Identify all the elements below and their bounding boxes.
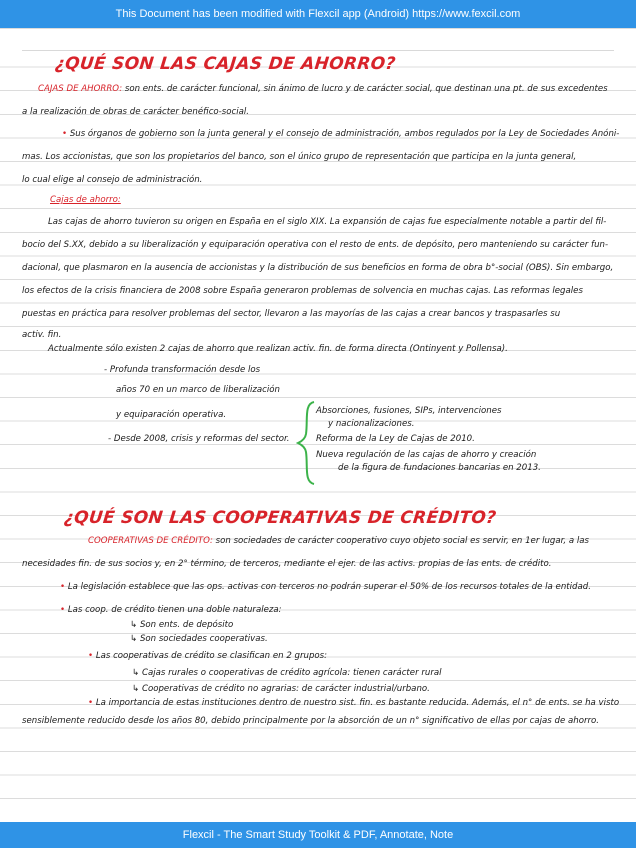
page-top-rule — [22, 50, 614, 51]
group-item-a: ↳ Cajas rurales o cooperativas de crédito agrícola: tienen carácter rural — [132, 668, 442, 678]
importance-line2: sensiblemente reducido desde los años 80, debido principalmente por la absorción de un n° significativo de ellas por cajas de ahorro. — [22, 716, 600, 726]
brace-item2: Reforma de la Ley de Cajas de 2010. — [316, 434, 475, 444]
history-line2: bocio del S.XX, debido a su liberalización y equiparación operativa con el resto de ents. de depósito, pero manteniendo su carácter fun- — [22, 240, 609, 250]
section2-def-line1 — [88, 536, 589, 546]
history-line5: puestas en práctica para resolver problemas del sector, llevaron a las mayorías de las cajas a crear bancos y traspasarles su — [22, 309, 561, 319]
dual-nature-text: Las coop. de crédito tienen una doble naturaleza: — [67, 605, 282, 615]
bullet-icon: • — [60, 605, 66, 615]
law-text: La legislación establece que las ops. activas con terceros no podrán superar el 50% de los recursos totales de la entidad. — [67, 582, 591, 592]
dash1-line3: y equiparación operativa. — [116, 410, 227, 420]
section1-organs-line2: mas. Los accionistas, que son los propietarios del banco, son el único grupo de representación que participa en la junta general, — [22, 152, 577, 162]
brace-item3-line2: de la figura de fundaciones bancarias en 2013. — [338, 463, 541, 473]
section1-def-line2: a la realización de obras de carácter benéfico-social. — [22, 107, 250, 117]
group-item-a-text: Cajas rurales o cooperativas de crédito agrícola: tienen carácter rural — [141, 668, 442, 678]
section1-organs-line1 — [62, 129, 619, 139]
organs-text: Sus órganos de gobierno son la junta general y el consejo de administración, ambos regulados por la Ley de Sociedades Anóni- — [69, 129, 620, 139]
importance-line1 — [88, 698, 619, 708]
dual-item-a: ↳ Son ents. de depósito — [130, 620, 234, 630]
section1-def-line1 — [38, 84, 608, 94]
law-line — [60, 582, 591, 592]
dual-item-a-text: Son ents. de depósito — [139, 620, 234, 630]
section2-def-line2: necesidades fin. de sus socios y, en 2° término, de terceros, mediante el ejer. de las activs. propias de las ents. de crédito. — [22, 559, 552, 569]
bottom-banner: Flexcil - The Smart Study Toolkit & PDF, Annotate, Note — [0, 822, 636, 848]
notebook-page — [0, 28, 636, 822]
dual-item-b-text: Son sociedades cooperativas. — [139, 634, 268, 644]
section1-organs-line3: lo cual elige al consejo de administración. — [22, 175, 203, 185]
group-item-b-text: Cooperativas de crédito no agrarias: de carácter industrial/urbano. — [141, 684, 430, 694]
dash1-line2: años 70 en un marco de liberalización — [116, 385, 280, 395]
section2-title: ¿QUÉ SON LAS COOPERATIVAS DE CRÉDITO? — [62, 508, 498, 528]
dual-nature-line — [60, 605, 282, 615]
brace-item3-line1: Nueva regulación de las cajas de ahorro y creación — [316, 450, 537, 460]
history-line3: dacional, que plasmaron en la ausencia de accionistas y la distribución de sus beneficios en forma de obra b°-social (OBS). Sin embargo, — [22, 263, 614, 273]
section1-sub-label: Cajas de ahorro: — [50, 195, 121, 205]
history-line1: Las cajas de ahorro tuvieron su origen en España en el siglo XIX. La expansión de cajas fue especialmente notable a partir del fil- — [48, 217, 607, 227]
bullet-icon: • — [60, 582, 66, 592]
bullet-icon: • — [88, 651, 94, 661]
section1-title: ¿QUÉ SON LAS CAJAS DE AHORRO? — [53, 54, 397, 74]
groups-line — [88, 651, 327, 661]
groups-text: Las cooperativas de crédito se clasifican en 2 grupos: — [95, 651, 328, 661]
history-line6: activ. fin. — [22, 330, 62, 340]
section1-def-label: CAJAS DE AHORRO: — [38, 84, 123, 94]
green-brace-icon — [296, 400, 318, 486]
section1-def-text: son ents. de carácter funcional, sin ánimo de lucro y de carácter social, que destinan una pt. de sus excedentes — [122, 84, 608, 94]
bullet-icon: • — [88, 698, 94, 708]
group-item-b: ↳ Cooperativas de crédito no agrarias: de carácter industrial/urbano. — [132, 684, 430, 694]
dash1-line1: - Profunda transformación desde los — [104, 365, 261, 375]
top-banner: This Document has been modified with Flexcil app (Android) https://www.fexcil.com — [0, 0, 636, 28]
section2-def-text: son sociedades de carácter cooperativo cuyo objeto social es servir, en 1er lugar, a las — [212, 536, 589, 546]
section2-def-label: COOPERATIVAS DE CRÉDITO: — [88, 536, 213, 546]
brace-item1-line1: Absorciones, fusiones, SIPs, intervenciones — [316, 406, 502, 416]
dash2-line: - Desde 2008, crisis y reformas del sector. — [108, 434, 290, 444]
brace-item1-line2: y nacionalizaciones. — [328, 419, 415, 429]
dual-item-b: ↳ Son sociedades cooperativas. — [130, 634, 268, 644]
bullet-icon: • — [62, 129, 68, 139]
current-status-line: Actualmente sólo existen 2 cajas de ahorro que realizan activ. fin. de forma directa (Ontinyent y Pollensa). — [48, 344, 508, 354]
importance-text: La importancia de estas instituciones dentro de nuestro sist. fin. es bastante reducida. Además, el n° de ents. se ha visto — [95, 698, 620, 708]
history-line4: los efectos de la crisis financiera de 2008 sobre España generaron problemas de solvencia en muchas cajas. Las reformas legales — [22, 286, 583, 296]
